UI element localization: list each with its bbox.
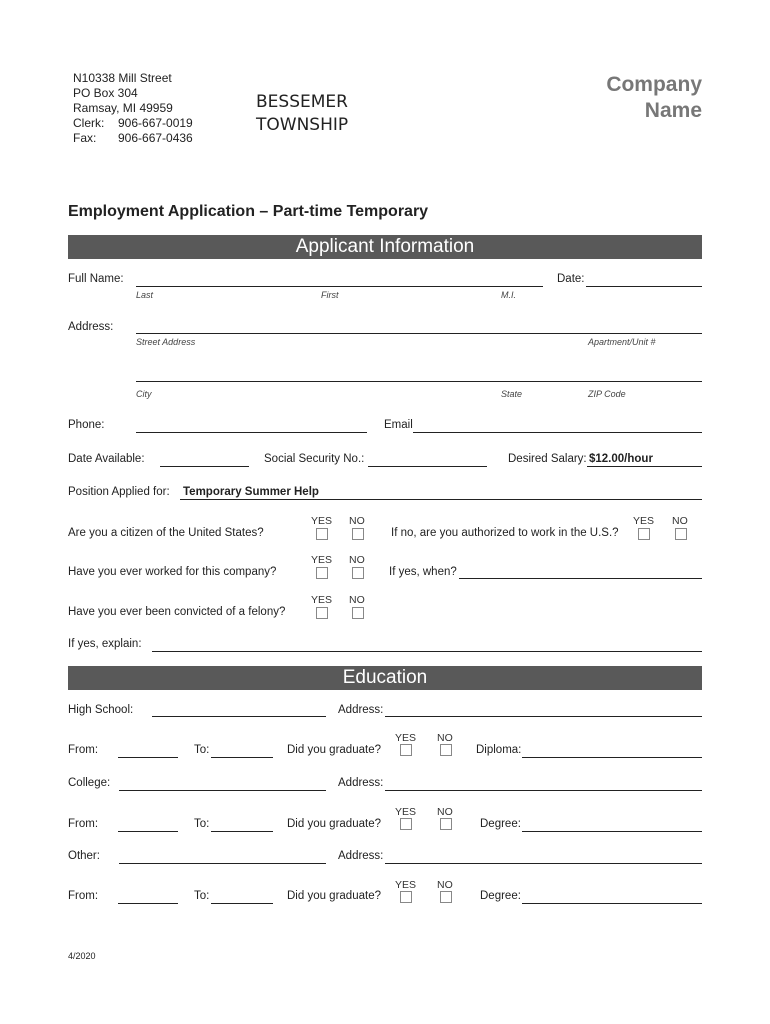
worked-no-checkbox[interactable] bbox=[352, 567, 364, 579]
high-school-field[interactable] bbox=[152, 716, 326, 717]
no-label: NO bbox=[672, 515, 688, 527]
college-graduate-yes-checkbox[interactable] bbox=[400, 818, 412, 830]
when-field[interactable] bbox=[459, 578, 702, 579]
explain-field[interactable] bbox=[152, 651, 702, 652]
worked-question: Have you ever worked for this company? bbox=[68, 566, 277, 578]
fax-label: Fax: bbox=[73, 131, 97, 145]
college-to-label: To: bbox=[194, 818, 210, 830]
other-from-label: From: bbox=[68, 890, 99, 902]
education-section-header: Education bbox=[68, 666, 702, 690]
college-from-label: From: bbox=[68, 818, 99, 830]
date-available-field[interactable] bbox=[160, 466, 249, 467]
other-degree-label: Degree: bbox=[480, 890, 521, 902]
date-field[interactable] bbox=[586, 286, 702, 287]
first-name-hint: First bbox=[321, 290, 339, 300]
township-address bbox=[73, 71, 193, 146]
high-school-address-label: Address: bbox=[338, 704, 384, 716]
citizen-question: Are you a citizen of the United States? bbox=[68, 527, 264, 539]
other-to-field[interactable] bbox=[211, 903, 273, 904]
other-to-label: To: bbox=[194, 890, 210, 902]
college-degree-label: Degree: bbox=[480, 818, 521, 830]
address-line: PO Box 304 bbox=[73, 86, 138, 100]
date-label: Date: bbox=[557, 273, 585, 285]
yes-label: YES bbox=[395, 806, 417, 818]
college-graduate-question: Did you graduate? bbox=[287, 818, 381, 830]
high-school-graduate-no-checkbox[interactable] bbox=[440, 744, 452, 756]
college-to-field[interactable] bbox=[211, 831, 273, 832]
when-label: If yes, when? bbox=[389, 566, 457, 578]
college-graduate-no-checkbox[interactable] bbox=[440, 818, 452, 830]
other-label: Other: bbox=[68, 850, 100, 862]
high-school-address-field[interactable] bbox=[385, 716, 702, 717]
no-label: NO bbox=[437, 879, 453, 891]
date-available-label: Date Available: bbox=[68, 453, 145, 465]
position-label: Position Applied for: bbox=[68, 486, 170, 498]
citizen-yes-checkbox[interactable] bbox=[316, 528, 328, 540]
zip-hint: ZIP Code bbox=[588, 389, 626, 399]
desired-salary-label: Desired Salary: bbox=[508, 453, 587, 465]
high-school-from-field[interactable] bbox=[118, 757, 178, 758]
no-label: NO bbox=[349, 554, 365, 566]
felony-question: Have you ever been convicted of a felony? bbox=[68, 606, 286, 618]
state-hint: State bbox=[501, 389, 523, 399]
high-school-label: High School: bbox=[68, 704, 134, 716]
city-hint: City bbox=[136, 389, 152, 399]
phone-field[interactable] bbox=[136, 432, 367, 433]
other-from-field[interactable] bbox=[118, 903, 178, 904]
clerk-label: Clerk: bbox=[73, 116, 105, 130]
yes-label: YES bbox=[395, 879, 417, 891]
diploma-field[interactable] bbox=[522, 757, 702, 758]
last-name-hint: Last bbox=[136, 290, 154, 300]
other-graduate-question: Did you graduate? bbox=[287, 890, 381, 902]
no-label: NO bbox=[437, 732, 453, 744]
form-title: Employment Application – Part-time Temporary bbox=[68, 203, 429, 220]
position-field[interactable] bbox=[180, 499, 702, 500]
street-address-field[interactable] bbox=[136, 333, 702, 334]
yes-label: YES bbox=[633, 515, 655, 527]
yes-label: YES bbox=[311, 515, 333, 527]
authorized-question: If no, are you authorized to work in the U.S.? bbox=[391, 527, 619, 539]
email-label: Email bbox=[384, 419, 413, 431]
high-school-to-label: To: bbox=[194, 744, 210, 756]
high-school-graduate-yes-checkbox[interactable] bbox=[400, 744, 412, 756]
no-label: NO bbox=[349, 515, 365, 527]
applicant-section-header: Applicant Information bbox=[68, 235, 702, 259]
high-school-to-field[interactable] bbox=[211, 757, 273, 758]
street-address-hint: Street Address bbox=[136, 337, 196, 347]
other-address-field[interactable] bbox=[385, 863, 702, 864]
other-graduate-yes-checkbox[interactable] bbox=[400, 891, 412, 903]
yes-label: YES bbox=[311, 554, 333, 566]
high-school-from-label: From: bbox=[68, 744, 99, 756]
felony-no-checkbox[interactable] bbox=[352, 607, 364, 619]
no-label: NO bbox=[349, 594, 365, 606]
explain-label: If yes, explain: bbox=[68, 638, 142, 650]
middle-initial-hint: M.I. bbox=[501, 290, 516, 300]
college-from-field[interactable] bbox=[118, 831, 178, 832]
township-name: BESSEMER TOWNSHIP bbox=[256, 92, 349, 135]
position-value: Temporary Summer Help bbox=[183, 486, 319, 498]
full-name-field[interactable] bbox=[136, 286, 543, 287]
college-field[interactable] bbox=[119, 790, 326, 791]
clerk-phone: 906-667-0019 bbox=[118, 116, 193, 130]
city-state-zip-field[interactable] bbox=[136, 381, 702, 382]
other-address-label: Address: bbox=[338, 850, 384, 862]
address-line: Ramsay, MI 49959 bbox=[73, 101, 173, 115]
address-line: N10338 Mill Street bbox=[73, 71, 172, 85]
citizen-no-checkbox[interactable] bbox=[352, 528, 364, 540]
apartment-hint: Apartment/Unit # bbox=[588, 337, 656, 347]
full-name-label: Full Name: bbox=[68, 273, 124, 285]
address-label: Address: bbox=[68, 321, 114, 333]
college-address-label: Address: bbox=[338, 777, 384, 789]
authorized-no-checkbox[interactable] bbox=[675, 528, 687, 540]
yes-label: YES bbox=[311, 594, 333, 606]
desired-salary-field[interactable] bbox=[587, 466, 702, 467]
revision-date: 4/2020 bbox=[68, 951, 96, 961]
phone-label: Phone: bbox=[68, 419, 105, 431]
fax-phone: 906-667-0436 bbox=[118, 131, 193, 145]
desired-salary-value: $12.00/hour bbox=[589, 453, 653, 465]
other-graduate-no-checkbox[interactable] bbox=[440, 891, 452, 903]
other-degree-field[interactable] bbox=[522, 903, 702, 904]
diploma-label: Diploma: bbox=[476, 744, 522, 756]
no-label: NO bbox=[437, 806, 453, 818]
high-school-graduate-question: Did you graduate? bbox=[287, 744, 381, 756]
other-school-field[interactable] bbox=[119, 863, 326, 864]
authorized-yes-checkbox[interactable] bbox=[638, 528, 650, 540]
college-degree-field[interactable] bbox=[522, 831, 702, 832]
email-field[interactable] bbox=[413, 432, 702, 433]
worked-yes-checkbox[interactable] bbox=[316, 567, 328, 579]
company-name: Company Name bbox=[606, 73, 702, 122]
college-address-field[interactable] bbox=[385, 790, 702, 791]
yes-label: YES bbox=[395, 732, 417, 744]
ssn-field[interactable] bbox=[368, 466, 487, 467]
college-label: College: bbox=[68, 777, 111, 789]
felony-yes-checkbox[interactable] bbox=[316, 607, 328, 619]
ssn-label: Social Security No.: bbox=[264, 453, 365, 465]
